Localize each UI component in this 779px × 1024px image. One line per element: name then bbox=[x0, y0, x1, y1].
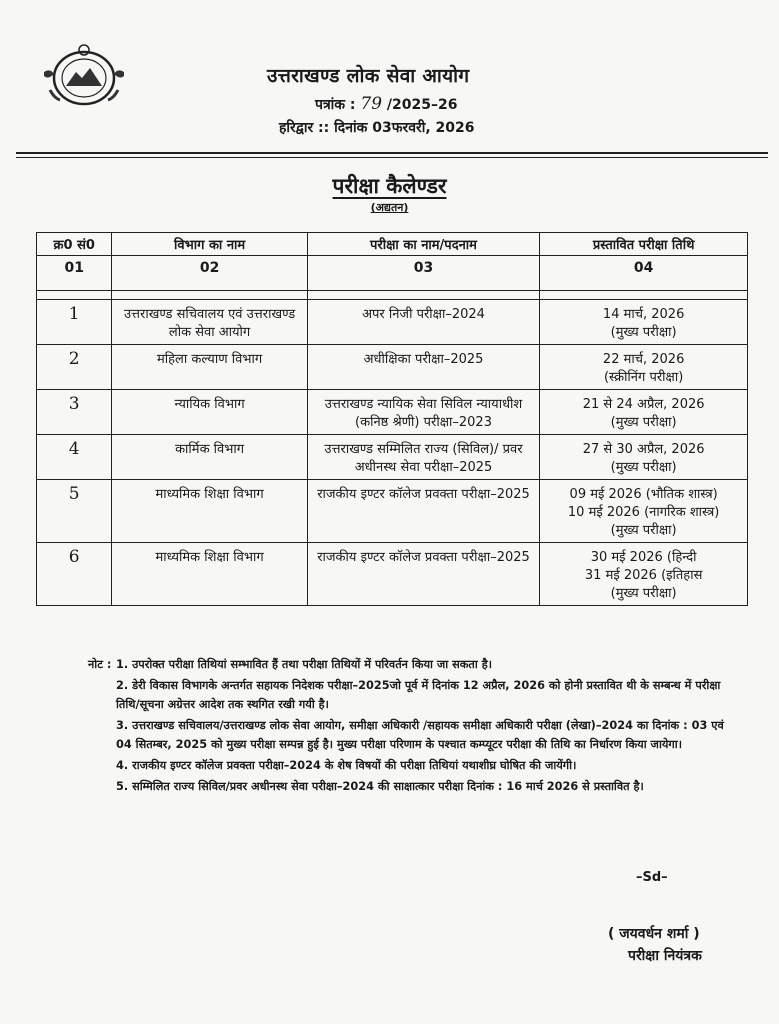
row-exam-name: अपर निजी परीक्षा–2024 bbox=[307, 300, 540, 345]
date-line-text: (मुख्य परीक्षा) bbox=[610, 415, 677, 430]
row-department: उत्तराखण्ड सचिवालय एवं उत्तराखण्ड लोक सेवा आयोग bbox=[112, 300, 307, 345]
header-divider bbox=[16, 152, 768, 154]
date-line-text: 21 से 24 अप्रैल, 2026 bbox=[582, 397, 705, 412]
note-item: 3. उत्तराखण्ड सचिवालय/उत्तराखण्ड लोक सेवा आयोग, समीक्षा अधिकारी /सहायक समीक्षा अधिकारी परीक्षा (लेखा)–2024 का दिनांक : 03 एवं 04 सितम्बर, 2025 को मुख्य परीक्षा सम्पन्न हुई है। मुख्य परीक्षा परिणाम के पश्चात कम्प्यूटर परीक्षा की तिथि का निर्धारण किया जायेगा। bbox=[116, 719, 724, 751]
table-row bbox=[37, 543, 748, 606]
row-serial-number: 2 bbox=[37, 345, 112, 390]
col-header-exam: परीक्षा का नाम/पदनाम bbox=[307, 233, 540, 256]
row-proposed-date bbox=[540, 435, 748, 480]
note-item: 4. राजकीय इण्टर कॉलेज प्रवक्ता परीक्षा–2024 के शेष विषयों की परीक्षा तिथियां यथाशीघ्र घोषित की जायेंगी। bbox=[116, 759, 577, 772]
date-line-text: (स्क्रीनिंग परीक्षा) bbox=[603, 370, 684, 385]
signatory-name: ( जयवर्धन शर्मा ) bbox=[608, 926, 700, 942]
note-item: 2. डेरी विकास विभागके अन्तर्गत सहायक निदेशक परीक्षा–2025जो पूर्व में दिनांक 12 अप्रैल, 2026 को होनी प्रस्तावित थी के सम्बन्ध में परीक्षा तिथि/सूचना अग्रेत्तर आदेश तक स्थगित रखी गयी है। bbox=[116, 679, 721, 711]
row-department: न्यायिक विभाग bbox=[112, 390, 307, 435]
date-line-text: 14 मार्च, 2026 bbox=[602, 307, 685, 322]
table-row bbox=[37, 435, 748, 480]
row-proposed-date bbox=[540, 300, 748, 345]
date-line-text: 10 मई 2026 (नागरिक शास्त्र) bbox=[567, 505, 720, 520]
row-exam-name: उत्तराखण्ड सम्मिलित राज्य (सिविल)/ प्रवर अधीनस्थ सेवा परीक्षा–2025 bbox=[307, 435, 540, 480]
row-serial-number: 1 bbox=[37, 300, 112, 345]
row-proposed-date bbox=[540, 345, 748, 390]
notes-section bbox=[88, 655, 732, 798]
signatory-designation: परीक्षा नियंत्रक bbox=[628, 948, 702, 964]
date-line-text: (मुख्य परीक्षा) bbox=[610, 460, 677, 475]
document-subtitle: (अद्यतन) bbox=[370, 201, 409, 214]
note-item: 1. उपरोक्त परीक्षा तिथियां सम्भावित हैं तथा परीक्षा तिथियों में परिवर्तन किया जा सकता है। bbox=[116, 658, 492, 671]
col-header-sn: क्र0 सं0 bbox=[37, 233, 112, 256]
row-department: माध्यमिक शिक्षा विभाग bbox=[112, 543, 307, 606]
row-department: कार्मिक विभाग bbox=[112, 435, 307, 480]
table-row bbox=[37, 300, 748, 345]
column-number-row: 01 02 03 04 bbox=[37, 256, 748, 291]
col-header-date: प्रस्तावित परीक्षा तिथि bbox=[540, 233, 748, 256]
date-line: हरिद्वार :: दिनांक 03फरवरी, 2026 bbox=[279, 120, 475, 136]
letterhead bbox=[255, 62, 575, 137]
organization-name: उत्तराखण्ड लोक सेवा आयोग bbox=[267, 65, 470, 87]
signature-sd: –Sd– bbox=[636, 870, 668, 885]
table-row bbox=[37, 480, 748, 543]
date-day: 03 bbox=[372, 120, 392, 136]
date-line-text: 27 से 30 अप्रैल, 2026 bbox=[582, 442, 705, 457]
document-title: परीक्षा कैलेण्डर bbox=[332, 174, 447, 198]
table-row bbox=[37, 345, 748, 390]
row-serial-number: 3 bbox=[37, 390, 112, 435]
row-proposed-date bbox=[540, 543, 748, 606]
row-exam-name: उत्तराखण्ड न्यायिक सेवा सिविल न्यायाधीश (कनिष्ठ श्रेणी) परीक्षा–2023 bbox=[307, 390, 540, 435]
row-exam-name: राजकीय इण्टर कॉलेज प्रवक्ता परीक्षा–2025 bbox=[307, 543, 540, 606]
date-line-text: 09 मई 2026 (भौतिक शास्त्र) bbox=[569, 487, 718, 502]
date-line-text: (मुख्य परीक्षा) bbox=[610, 523, 677, 538]
date-line-text: 30 मई 2026 (हिन्दी bbox=[590, 550, 697, 565]
row-serial-number: 5 bbox=[37, 480, 112, 543]
date-line-text: (मुख्य परीक्षा) bbox=[610, 586, 677, 601]
notes-label: नोट : bbox=[88, 658, 112, 671]
table-header-row bbox=[37, 233, 748, 256]
header-divider-thin bbox=[16, 157, 768, 158]
note-item: 5. सम्मिलित राज्य सिविल/प्रवर अधीनस्थ सेवा परीक्षा–2024 की साक्षात्कार परीक्षा दिनांक : 16 मार्च 2026 से प्रस्तावित है। bbox=[116, 780, 644, 793]
reference-number: 79 bbox=[360, 94, 383, 114]
exam-calendar-table bbox=[36, 232, 748, 606]
row-department: महिला कल्याण विभाग bbox=[112, 345, 307, 390]
table-spacer bbox=[37, 291, 748, 300]
row-proposed-date bbox=[540, 480, 748, 543]
date-line-text: (मुख्य परीक्षा) bbox=[610, 325, 677, 340]
row-serial-number: 4 bbox=[37, 435, 112, 480]
row-serial-number: 6 bbox=[37, 543, 112, 606]
table-row bbox=[37, 390, 748, 435]
row-exam-name: अधीक्षिका परीक्षा–2025 bbox=[307, 345, 540, 390]
row-department: माध्यमिक शिक्षा विभाग bbox=[112, 480, 307, 543]
row-exam-name: राजकीय इण्टर कॉलेज प्रवक्ता परीक्षा–2025 bbox=[307, 480, 540, 543]
reference-line: पत्रांक : 79 /2025–26 bbox=[315, 94, 458, 114]
date-line-text: 31 मई 2026 (इतिहास bbox=[584, 568, 703, 583]
row-proposed-date bbox=[540, 390, 748, 435]
date-line-text: 22 मार्च, 2026 bbox=[602, 352, 685, 367]
commission-logo bbox=[36, 38, 132, 114]
col-header-dept: विभाग का नाम bbox=[112, 233, 307, 256]
